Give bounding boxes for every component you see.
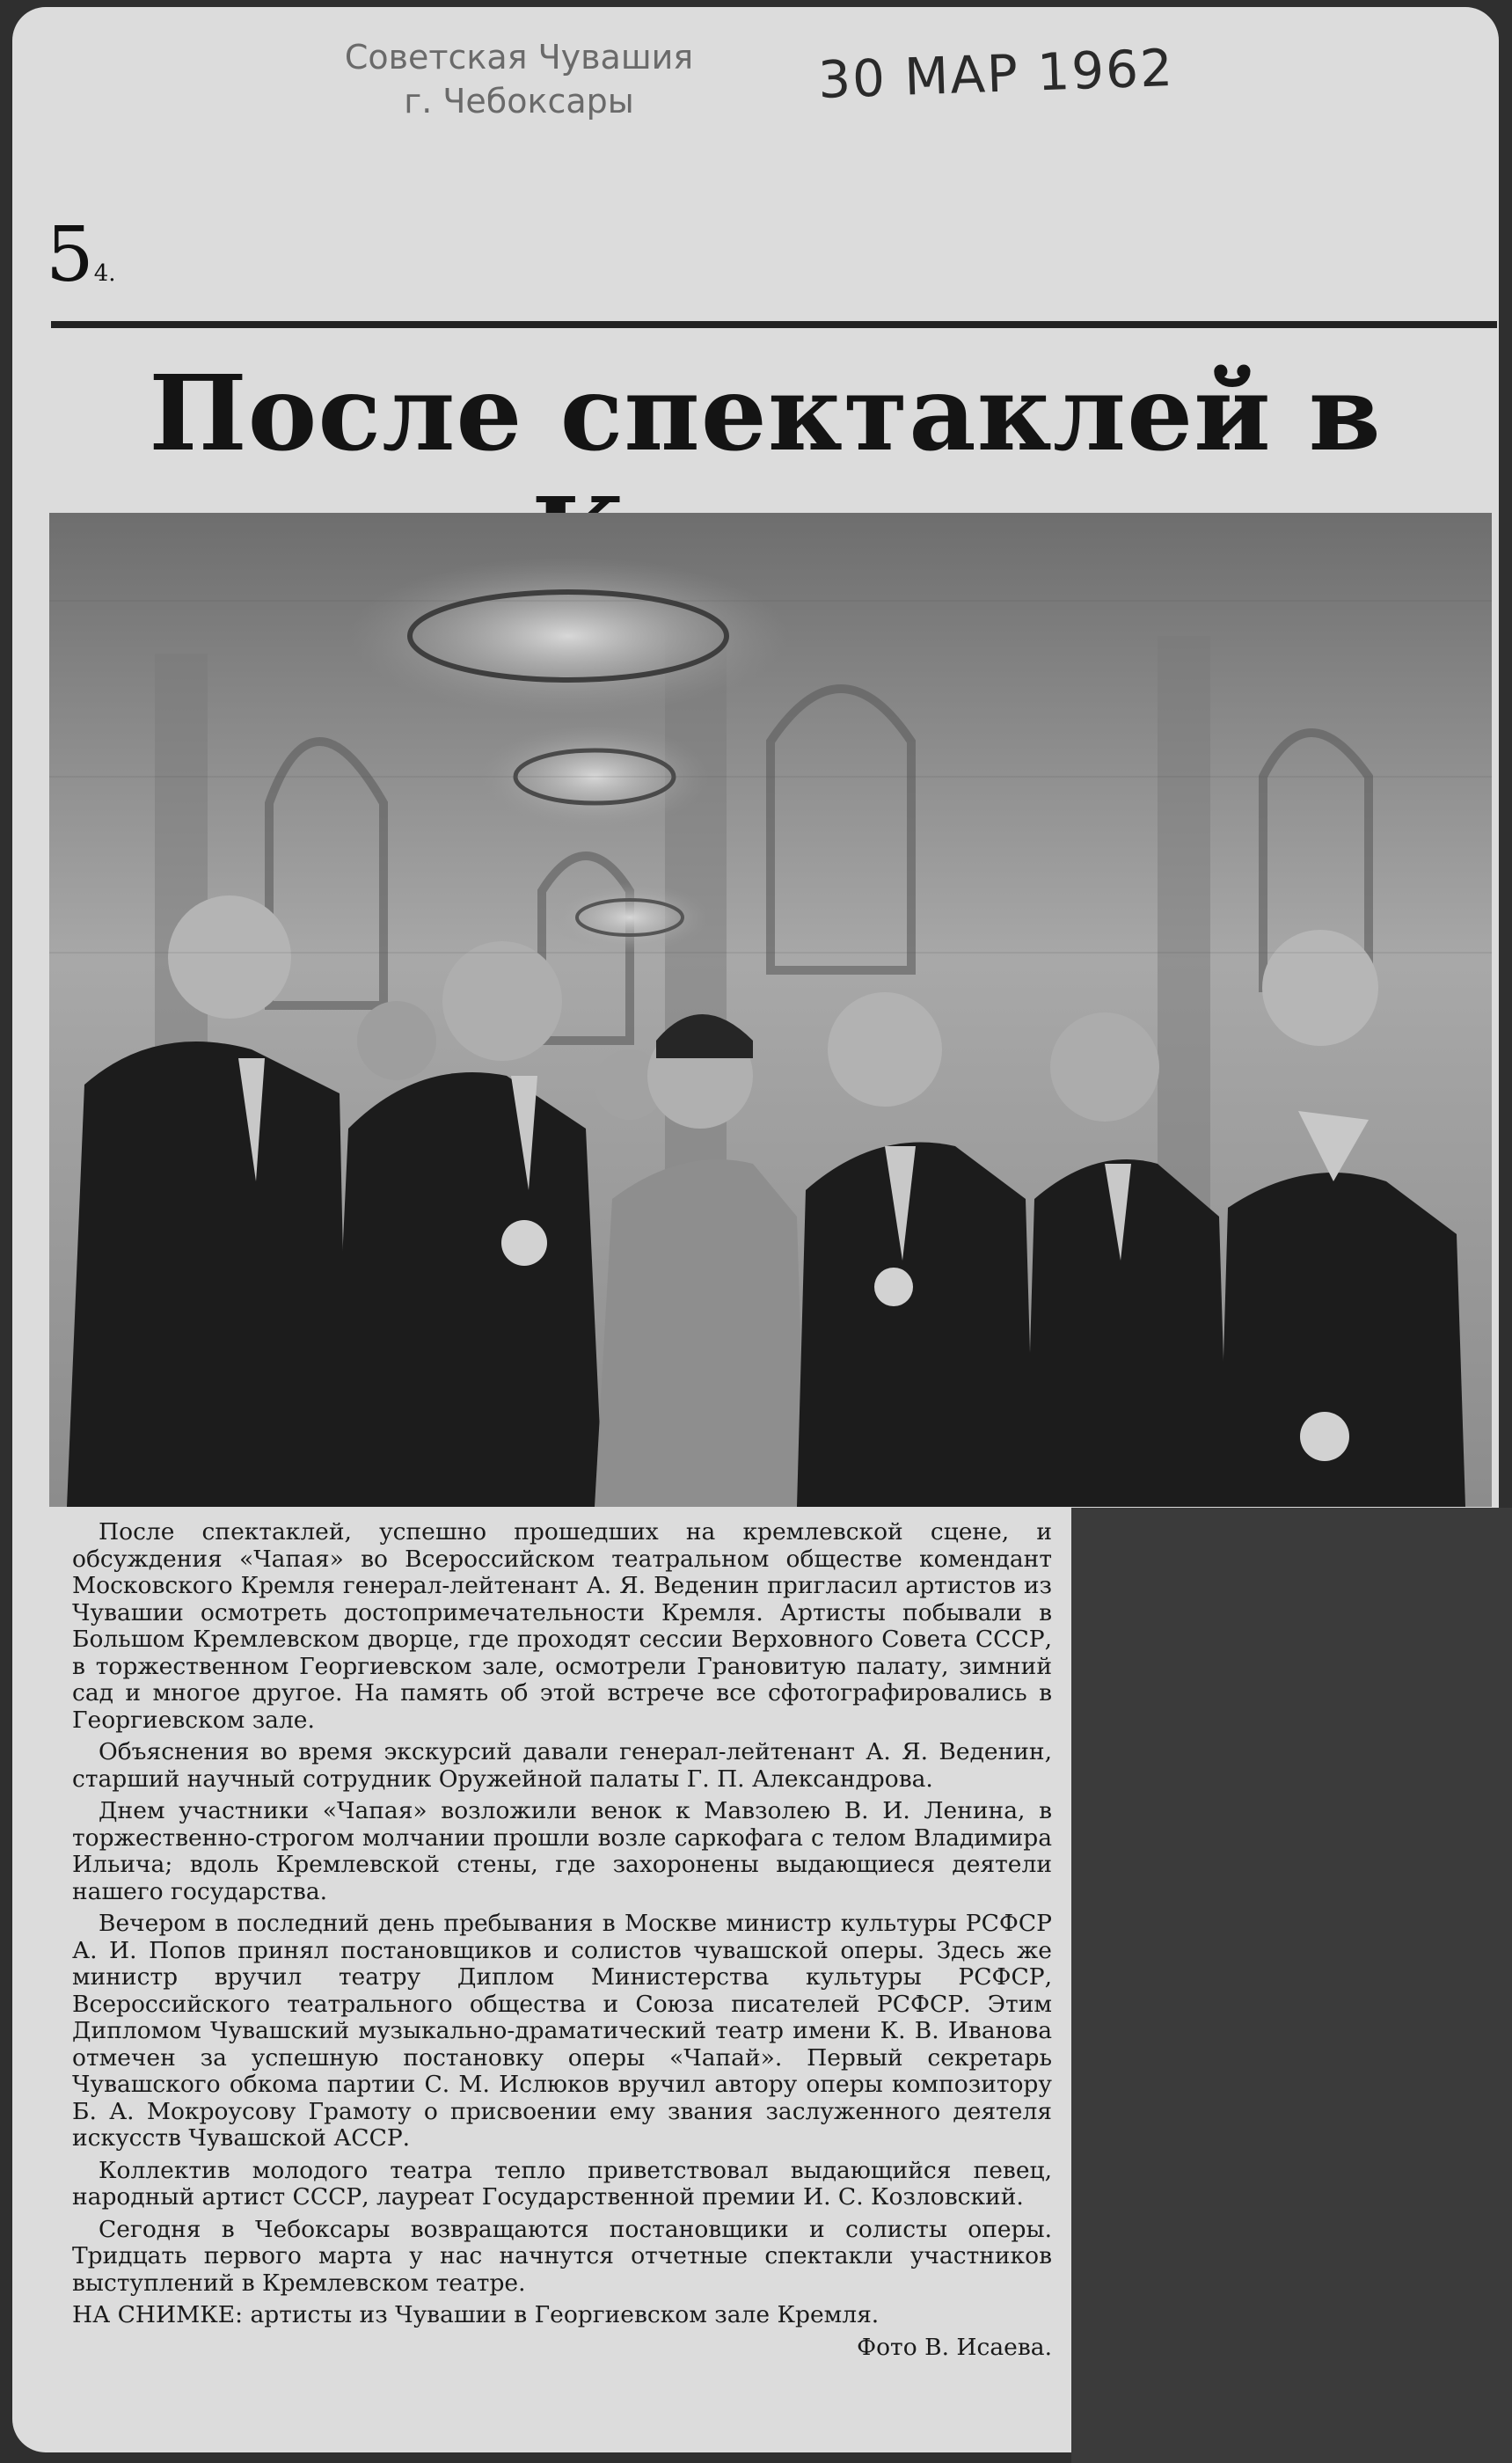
newspaper-name: Советская Чувашия [344,38,694,77]
photo-caption: НА СНИМКЕ: артисты из Чувашии в Георгиевском зале Кремля. [72,2301,880,2328]
article-photo [49,513,1492,1507]
article-paragraph-6: Сегодня в Чебоксары возвращаются постановщики и солисты оперы. Тридцать первого марта у нас начнутся отчетные спектакли участников выступлений в Кремлевском театре. [72,2215,1052,2297]
header-rule [51,321,1497,328]
background-panel [1071,1508,1512,2463]
photo-illustration [49,513,1492,1507]
article-paragraph-4: Вечером в последний день пребывания в Москве министр культуры РСФСР А. И. Попов принял постановщиков и солистов чувашской оперы. Здесь же министр вручил театру Диплом Министерства культуры РСФСР, Всероссийского театрального общества и Союза писателей РСФСР. Этим Дипломом Чувашский музыкально-драматический театр имени К. В. Иванова отмечен за успешную постановку оперы «Чапай». Первый секретарь Чувашского обкома партии С. М. Ислюков вручил автору оперы композитору Б. А. Мокроусову Грамоту о присвоении ему звания заслуженного деятеля искусств Чувашской АССР. [72,1910,1052,2152]
article-paragraph-1: После спектаклей, успешно прошедших на кремлевской сцене, и обсуждения «Чапая» во Всероссийском театральном обществе комендант Московского Кремля генерал-лейтенант А. Я. Веденин пригласил артистов из Чувашии осмотреть достопримечательности Кремля. Артисты побывали в Большом Кремлевском дворце, где проходят сессии Верховного Совета СССР, в торжественном Георгиевском зале, осмотрели Грановитую палату, зимний сад и многое другое. На память об этой встрече все сфотографировались в Георгиевском зале. [72,1518,1052,1734]
article-paragraph-5: Коллектив молодого театра тепло приветствовал выдающийся певец, народный артист СССР, лауреат Государственной премии И. С. Козловский. [72,2156,1052,2211]
article-headline: После спектаклей в [149,352,1382,474]
article-body [72,1519,1052,2361]
newspaper-city: г. Чебоксары [404,82,634,121]
newspaper-stamp [290,35,748,123]
date-stamp: 30 МАР 1962 [816,37,1176,111]
photo-credit: Фото В. Исаева. [857,2333,1052,2361]
page-number [46,211,116,299]
article-paragraph-3: Днем участники «Чапая» возложили венок к Мавзолею В. И. Ленина, в торжественно-строгом молчании прошли возле саркофага с телом Владимира Ильича; вдоль Кремлевской стены, где захоронены выдающиеся деятели нашего государства. [72,1797,1052,1905]
article-paragraph-2: Объяснения во время экскурсий давали генерал-лейтенант А. Я. Веденин, старший научный сотрудник Оружейной палаты Г. П. Александрова. [72,1738,1052,1793]
page-number-sub: 4. [93,260,116,287]
page-number-main: 5 [46,211,94,299]
